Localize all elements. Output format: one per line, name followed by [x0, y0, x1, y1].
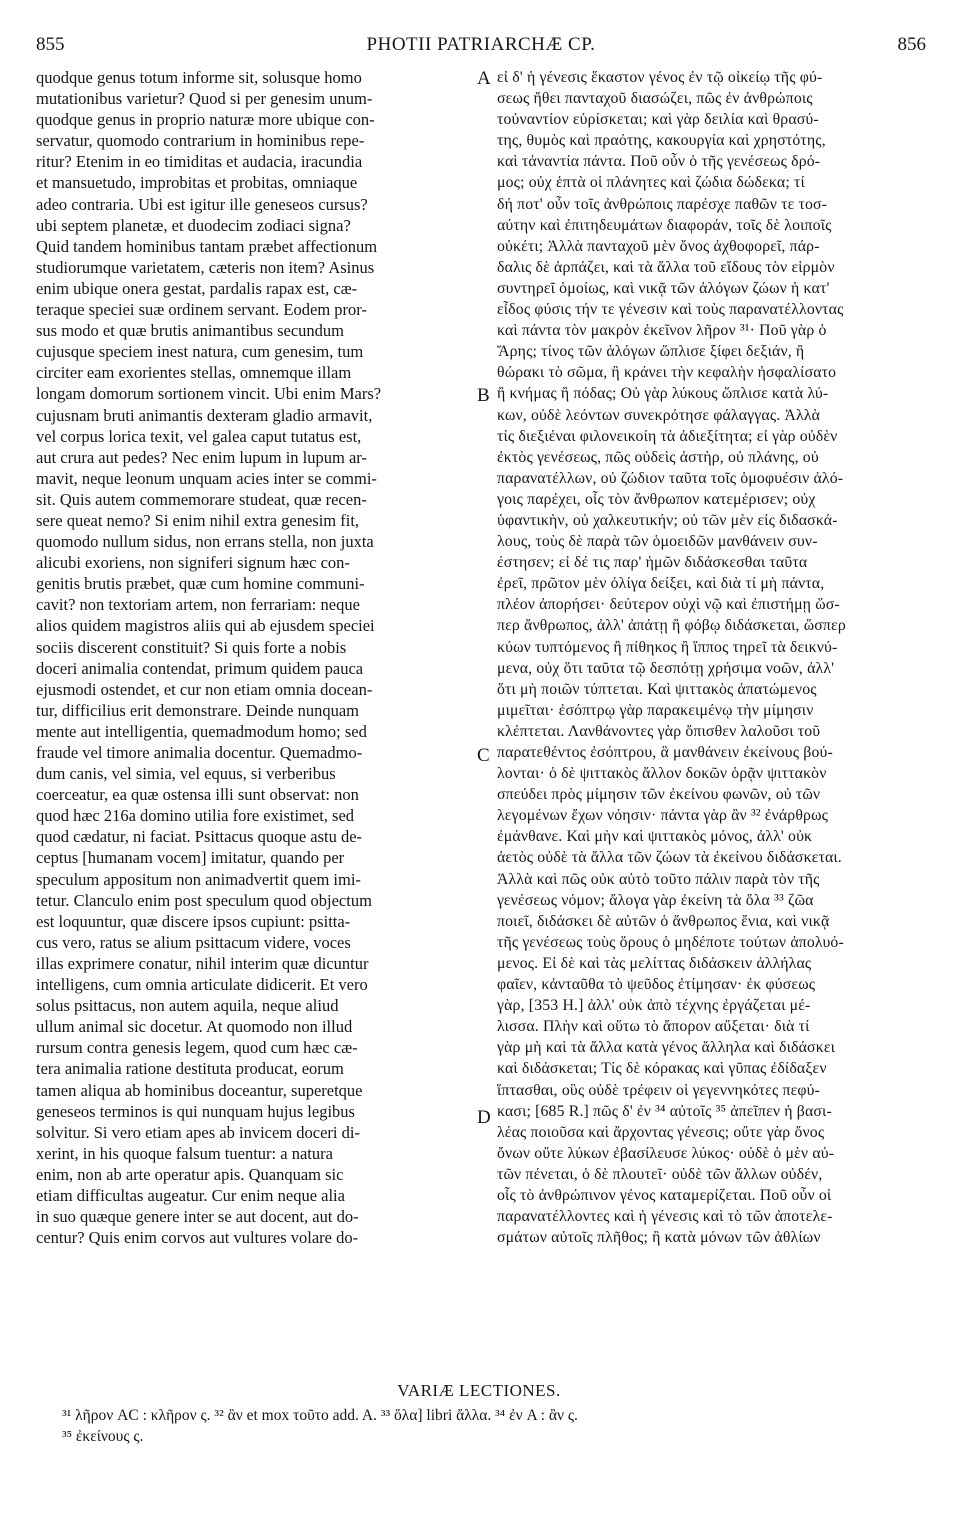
latin-line: solvitur. Si vero etiam apes ab invicem doceri di-: [36, 1122, 360, 1142]
greek-line: λεγομένων ἔχων νόησιν· πάντα γὰρ ἂν ³² ἐνάρθρως: [497, 807, 829, 825]
page-number-left: 855: [36, 34, 65, 55]
variae-lectiones: [62, 1405, 578, 1447]
greek-line: καὶ διδάσκεται; Τίς δὲ κόρακας καὶ γῦπας ἐδίδαξεν: [497, 1060, 827, 1078]
greek-line: λονται· ὁ δὲ ψιττακὸς ἄλλον δοκῶν ὁρᾷν ψιττακὸν: [497, 765, 827, 783]
page-number-right: 856: [897, 34, 926, 55]
latin-line: circiter eam exorientes stellas, omnemque illam: [36, 363, 352, 383]
latin-line: ejusmodi ostendet, et cur non etiam omnia docean-: [36, 679, 373, 699]
greek-line: κλέπτεται. Λανθάνοντες γὰρ ὄπισθεν λαλοῦσι τοῦ: [497, 722, 821, 740]
running-title: PHOTII PATRIARCHÆ CP.: [366, 34, 596, 55]
latin-line: sit. Quis autem commemorare studeat, quæ recen-: [36, 489, 367, 509]
greek-line: ὑφαντικὴν, οὐ χαλκευτικήν; οὐ τῶν μὲν εἰς διδασκά-: [497, 511, 838, 529]
section-marker-d: D: [477, 1107, 491, 1128]
variae-line-1: ³¹ λῆρον AC : κλῆρον ς. ³² ἂν et mox τοῦτο add. A. ³³ ὅλα] libri ἄλλα. ³⁴ ἐν A : ἂν ς.: [62, 1407, 578, 1424]
latin-line: sociis discerent constituit? Si quis forte a nobis: [36, 637, 347, 657]
greek-line: καὶ πάντα τὸν μακρὸν ἐκεῖνον λῆρον ³¹· Ποῦ γὰρ ὁ: [497, 322, 827, 340]
section-marker-a: A: [477, 68, 491, 89]
latin-line: cujusque speciem inest natura, cum genesim, tum: [36, 342, 364, 362]
latin-line: Quid tandem hominibus tantam præbet affectionum: [36, 236, 378, 256]
latin-line: cavit? non textoriam artem, non ferrariam: neque: [36, 595, 360, 615]
latin-line: servatur, quomodo contrarium in hominibus repe-: [36, 131, 365, 151]
greek-line: εἶδος φύσις τήν τε γένεσιν καὶ τοὺς παρανατέλλοντας: [497, 301, 844, 319]
latin-line: doceri animalia contendat, primum quidem pauca: [36, 658, 364, 678]
latin-line: longam domorum sortionem vincit. Ubi enim Mars?: [36, 384, 382, 404]
greek-line: φαῖεν, κἀνταῦθα τὸ ψεῦδος ἐτίμησαν· ἐκ φύσεως: [497, 976, 816, 994]
latin-line: teraque speciei suæ ordinem servant. Eodem pror-: [36, 300, 367, 320]
latin-line: et mansuetudo, improbitas et probitas, omniaque: [36, 173, 358, 193]
greek-line: συντηρεῖ ὁμοίως, καὶ νικᾷ τῶν ἀλόγων ζώων ἡ κατ': [497, 279, 830, 297]
latin-line: solus psittacus, non autem aquila, neque aliud: [36, 996, 339, 1016]
latin-line: coerceatur, ea quæ ostensa illi sunt observat: non: [36, 785, 359, 805]
greek-line: της, θυμὸς καὶ πραότης, κακουργία καὶ χρηστότης,: [497, 132, 826, 150]
latin-line: xerint, in his quoque falsum tuentur: a natura: [36, 1143, 333, 1163]
greek-line: σεως ἤθει πανταχοῦ διασώζει, πῶς ἐν ἀνθρώποις: [497, 90, 813, 108]
latin-line: enim, non ab arte operatur apis. Quanquam sic: [36, 1164, 344, 1184]
greek-line: παρανατέλλων, οὐ ζώδιον ταῦτα τοῖς ὁμοφυέσιν ἀλό-: [497, 469, 844, 487]
greek-line: ποιεῖ, διδάσκει δὲ αὐτῶν ὁ ἄνθρωπος ἔνια, καὶ νικᾷ: [497, 912, 830, 930]
greek-line: γενέσεως νόμον; ἄλογα γὰρ ἐκείνη τὰ ὅλα ³³ ζῶα: [497, 891, 814, 909]
greek-line: ὄνων οὔτε λύκων ἐβασίλευσε λύκος· οὐδὲ ὁ μὲν αὐ-: [497, 1144, 835, 1162]
latin-line: sus modo et quæ brutis animantibus secundum: [36, 321, 344, 341]
latin-line: cujusnam bruti animantis dexteram gladio armavit,: [36, 405, 373, 425]
latin-line: ubi septem planetæ, et duodecim zodiaci signa?: [36, 215, 351, 235]
latin-line: quodque genus in proprio naturæ more ubique con-: [36, 110, 375, 130]
latin-line: illas exprimere conatur, nihil interim quæ dicuntur: [36, 953, 369, 973]
greek-line: κασι; [685 R.] πῶς δ' ἐν ³⁴ αὐτοῖς ³⁵ ἀπεῖπεν ἡ βασι-: [497, 1102, 832, 1120]
section-marker-c: C: [477, 745, 490, 766]
latin-line: speculum appositum non animadvertit quem imi-: [36, 869, 361, 889]
latin-line: alios quidem magistros aliis qui ab ejusdem speciei: [36, 616, 375, 636]
latin-line: enim ubique onera gestat, pardalis rapax est, cæ-: [36, 278, 358, 298]
section-marker-b: B: [477, 385, 490, 406]
latin-line: intelligens, cum omnia articulate didicerit. Et vero: [36, 975, 368, 995]
greek-line: κύων τυπτόμενος ἢ πίθηκος ἢ ἵππος τηρεῖ τὰ δεικνύ-: [497, 638, 838, 656]
latin-line: mente aut intelligentia, quemadmodum homo; sed: [36, 721, 367, 741]
latin-line: alicubi exoriens, non signiferi signum hæc con-: [36, 553, 350, 573]
latin-line: mavit, neque leonum unquam acies inter se commi-: [36, 468, 377, 488]
latin-column: [36, 67, 474, 1248]
greek-line: σπεύδει πρὸς μίμησιν τῶν ἐκείνου φωνῶν, οὐ τῶν: [497, 786, 821, 804]
latin-line: dum canis, vel simia, vel equus, si verberibus: [36, 764, 336, 784]
greek-line: αύτην καὶ ἐπιτηδευμάτων διαφοράν, τοῖς δὲ λοιποῖς: [497, 216, 832, 234]
latin-line: tur, difficilius erit demonstrare. Deinde nunquam: [36, 700, 359, 720]
greek-line: λισσα. Πλὴν καὶ οὕτω τὸ ἄπορον αὔξεται· διὰ τί: [497, 1018, 810, 1036]
greek-line: ἀετὸς οὐδὲ τὰ ἄλλα τῶν ζώων τὰ ἐκείνου διδάσκεται.: [497, 849, 842, 867]
greek-line: μιμεῖται· ἐσόπτρῳ γὰρ παρακειμένῳ τὴν μίμησιν: [497, 701, 814, 719]
latin-line: etiam difficultas augeatur. Cur enim neque alia: [36, 1185, 345, 1205]
latin-line: sere queat nemo? Si enim nihil extra genesim fit,: [36, 510, 360, 530]
running-header: [36, 34, 926, 60]
greek-line: δή ποτ' οὖν τοῖς ἀνθρώποις παρέσχε παθῶν τε τοσ-: [497, 195, 828, 213]
variae-lectiones-title: VARIÆ LECTIONES.: [397, 1381, 561, 1400]
latin-line: aut crura aut pedes? Nec enim lupum in lupum ar-: [36, 447, 367, 467]
latin-line: mutationibus varietur? Quod si per genesim unum-: [36, 89, 373, 109]
latin-line: vel corpus lorica texit, vel galea caput tutatus est,: [36, 426, 362, 446]
latin-line: quomodo nullum sidus, non errans stella, non juxta: [36, 532, 374, 552]
latin-line: quodque genus totum informe sit, solusque homo: [36, 68, 362, 87]
greek-line: οὐκέτι; Ἀλλὰ πανταχοῦ μὲν ὄνος ἀχθοφορεῖ, πάρ-: [497, 237, 820, 255]
greek-line: περ ἄνθρωπος, ἀλλ' ἀπάτῃ ἢ φόβῳ διδάσκεται, ὥσπερ: [497, 617, 846, 635]
latin-line: est loquuntur, quæ discere ipsos cupiunt: psitta-: [36, 911, 351, 931]
latin-line: centur? Quis enim corvos aut vultures volare do-: [36, 1228, 359, 1248]
latin-line: cus vero, ratus se alium psittacum videre, voces: [36, 932, 351, 952]
greek-line: γοις παρέχει, οἷς τὸν ἄνθρωπον κατεμέρισεν; οὐχ: [497, 490, 816, 508]
greek-line: γὰρ, [353 H.] ἀλλ' οὐκ ἀπὸ τέχνης ἐργάζεται μέ-: [497, 997, 811, 1015]
latin-line: fraude vel timore animalia docentur. Quemadmo-: [36, 743, 363, 762]
latin-line: genitis brutis præbet, quæ cum homine communi-: [36, 574, 365, 594]
greek-line: τοὐναντίον εὑρίσκεται; καὶ γὰρ δειλία καὶ θρασύ-: [497, 111, 819, 129]
greek-line: ἵπτασθαι, οὓς οὐδὲ τρέφειν οἱ γεγεννηκότες πεφύ-: [497, 1081, 821, 1099]
latin-line: ullum animal sic docetur. At quomodo non illud: [36, 1017, 353, 1037]
latin-line: quod hæc 216a domino utilia fore existimet, sed: [36, 806, 355, 826]
greek-line: μενος. Εἰ δὲ καὶ τὰς μελίττας διδάσκειν ἀλλήλας: [497, 954, 812, 972]
greek-line: Ἀλλὰ καὶ πῶς οὐκ αὐτὸ τοῦτο πάλιν παρὰ τὸν τῆς: [497, 870, 820, 888]
greek-line: εἰ δ' ἡ γένεσις ἕκαστον γένος ἐν τῷ οἰκείῳ τῆς φύ-: [497, 69, 823, 86]
greek-line: ἐμάνθανε. Καὶ μὴν καὶ ψιττακὸς μόνος, ἀλλ' οὐκ: [497, 828, 813, 846]
greek-line: μενα, οὐχ ὅτι ταῦτα τῷ δεσπότῃ χρήσιμα νοῶν, ἀλλ': [497, 659, 835, 677]
greek-line: ὅτι μὴ ποιῶν τύπτεται. Καὶ ψιττακὸς ἀπατώμενος: [497, 680, 817, 698]
greek-line: ἐρεῖ, πρῶτον μὲν ὀλίγα δείξει, καὶ διὰ τί μὴ πάντα,: [497, 575, 825, 593]
greek-line: λέας ποιοῦσα καὶ ἄρχοντας γένεσις; οὔτε γὰρ ὄνος: [497, 1123, 825, 1141]
latin-line: ceptus [humanam vocem] imitatur, quando per: [36, 848, 345, 868]
greek-line: γὰρ μὴ καὶ τὰ ἄλλα κατὰ γένος ἄλληλα καὶ διδάσκει: [497, 1039, 836, 1057]
greek-line: τῆς γενέσεως τοὺς ὅρους ὁ μηδέποτε τούτων ἀπολυό-: [497, 933, 844, 951]
latin-line: rursum contra genesis legem, quod cum hæc cæ-: [36, 1038, 358, 1058]
latin-line: geneseos terminos is qui nunquam hujus legibus: [36, 1101, 355, 1121]
greek-line: μος; οὐχ ἑπτὰ οἱ πλάνητες καὶ ζώδια δώδεκα; τί: [497, 174, 805, 192]
latin-line: tetur. Clanculo enim post speculum quod objectum: [36, 890, 372, 910]
latin-line: adeo contraria. Ubi est igitur ille geneseos cursus?: [36, 194, 368, 214]
latin-line: tamen aliqua ab hominibus doceantur, superetque: [36, 1080, 363, 1100]
greek-line: καὶ τἀναντία πάντα. Ποῦ οὖν ὁ τῆς γενέσεως δρό-: [497, 153, 821, 171]
greek-line: τίς διεξιέναι φιλονεικοίη τὰ ἀδιεξίτητα; εἰ γὰρ οὐδὲν: [497, 427, 838, 445]
greek-line: λους, τοὺς δὲ παρὰ τῶν ὁμοειδῶν μανθάνειν συν-: [497, 533, 818, 551]
greek-line: παρανατέλλοντες καὶ ἡ γένεσις καὶ τὸ τῶν ἀποτελε-: [497, 1208, 833, 1226]
greek-line: Ἄρης; τίνος τῶν ἀλόγων ὥπλισε ξίφει δεξιάν, ἢ: [497, 343, 805, 361]
greek-column: [497, 67, 927, 1248]
greek-line: παρατεθέντος ἐσόπτρου, ἃ μανθάνειν ἐκείνους βού-: [497, 744, 833, 761]
latin-line: studiorumque varietatem, cæteris non item? Asinus: [36, 257, 375, 277]
greek-line: θώρακι τὸ σῶμα, ἢ κράνει τὴν κεφαλὴν ἠσφαλίσατο: [497, 364, 837, 382]
greek-line: δαλις δὲ ἁρπάζει, καὶ τὰ ἄλλα τοῦ εἴδους τὸν εἱρμὸν: [497, 258, 835, 276]
greek-line: τῶν πένεται, ὁ δὲ πλουτεῖ· οὐδὲ τῶν ἄλλων οὐδέν,: [497, 1165, 823, 1183]
greek-line: ἢ κνήμας ἢ πόδας; Οὐ γὰρ λύκους ὥπλισε κατὰ λύ-: [497, 385, 829, 403]
latin-line: in suo quæque genere inter se aut docent, aut do-: [36, 1207, 359, 1227]
greek-line: οἷς τὸ ἀνθρώπινον γένος καταμερίζεται. Ποῦ οὖν οἱ: [497, 1186, 832, 1204]
greek-line: έστησεν; εἰ δέ τις παρ' ἡμῶν διδάσκεσθαι ταῦτα: [497, 554, 808, 572]
greek-line: πλέον ἀπορήσει· δεύτερον οὐχὶ νῷ καὶ ἐπιστήμῃ ὥσ-: [497, 596, 840, 614]
latin-line: tera animalia ratione destituta producat, eorum: [36, 1059, 344, 1079]
greek-line: ἐκτὸς γενέσεως, πῶς οὐδεὶς ἀστὴρ, οὐ πλάνης, οὐ: [497, 448, 819, 466]
variae-line-2: ³⁵ ἐκείνους ς.: [62, 1428, 144, 1445]
latin-line: quod cædatur, ni faciat. Psittacus quoque astu de-: [36, 827, 363, 847]
greek-line: κων, οὐδὲ λεόντων συνεκρότησε φάλαγγας. Ἀλλὰ: [497, 406, 821, 424]
latin-line: ritur? Etenim in eo timiditas et audacia, iracundia: [36, 152, 363, 172]
greek-line: σμάτων αὐτοῖς πλῆθος; ἢ κατὰ μόνων τῶν ἀθλίων: [497, 1229, 821, 1247]
